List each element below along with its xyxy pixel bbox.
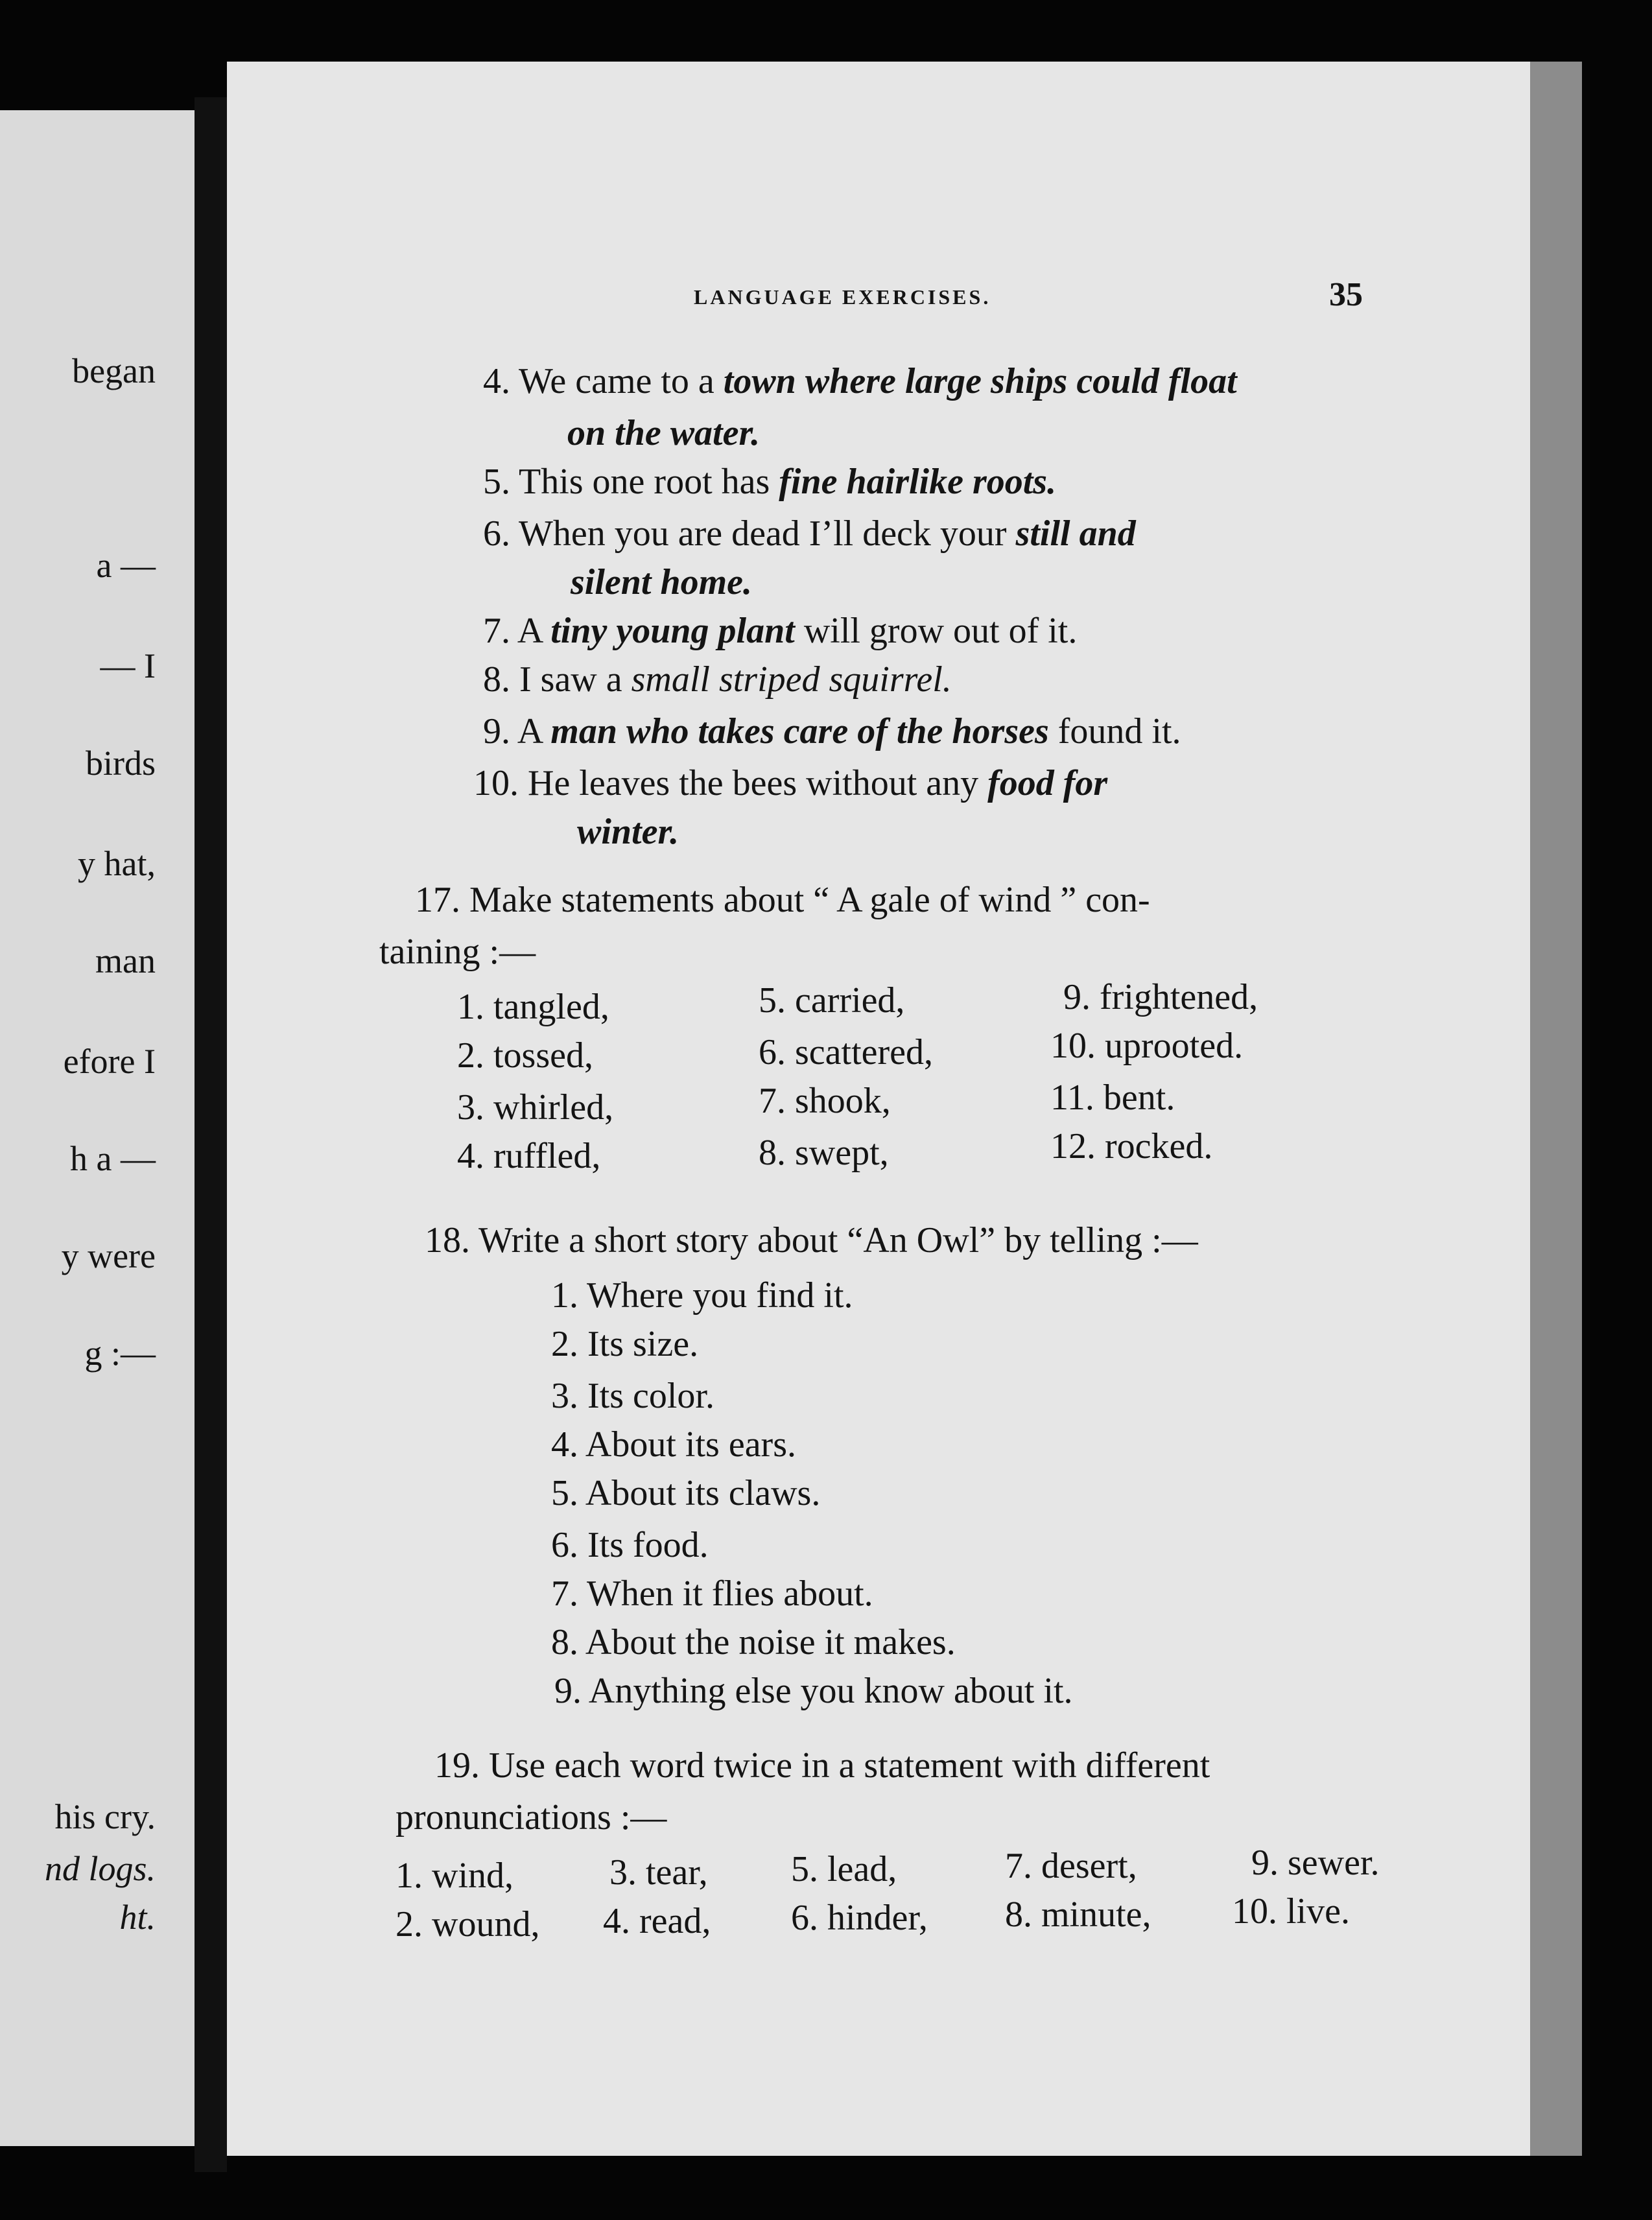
- page-edge: [1530, 62, 1582, 2156]
- word-item: 8. minute,: [1005, 1895, 1151, 1935]
- left-page-fragment: h a —: [70, 1139, 156, 1178]
- word-item: 1. tangled,: [457, 987, 609, 1027]
- list-item: 7. A tiny young plant will grow out of it.: [483, 611, 1078, 651]
- list-item: 9. A man who takes care of the horses found it.: [483, 711, 1181, 751]
- book-page: [227, 62, 1530, 2156]
- word-item: 5. carried,: [759, 980, 905, 1021]
- left-page-fragment: nd logs.: [44, 1849, 156, 1888]
- facing-left-page: [0, 110, 195, 2146]
- word-item: 7. desert,: [1005, 1846, 1137, 1886]
- book-gutter: [195, 97, 227, 2172]
- list-item: 8. About the noise it makes.: [551, 1622, 956, 1662]
- left-page-fragment: man: [95, 941, 156, 980]
- exercise-17-prompt: 17. Make statements about “ A gale of wind ” con-: [415, 880, 1150, 920]
- list-item: 1. Where you find it.: [551, 1275, 853, 1316]
- list-item: 2. Its size.: [551, 1324, 699, 1364]
- list-item: 8. I saw a small striped squirrel.: [483, 659, 952, 700]
- list-item: 5. About its claws.: [551, 1473, 821, 1513]
- page-number: 35: [1329, 276, 1363, 313]
- word-item: 6. scattered,: [759, 1032, 933, 1072]
- left-page-fragment: began: [72, 351, 156, 390]
- word-item: 7. shook,: [759, 1081, 891, 1121]
- left-page-fragment: y hat,: [78, 844, 156, 883]
- list-item: 4. We came to a town where large ships could float: [483, 361, 1237, 401]
- exercise-18-prompt: 18. Write a short story about “An Owl” by telling :—: [425, 1220, 1198, 1260]
- list-item: 5. This one root has fine hairlike roots.: [483, 462, 1057, 502]
- word-item: 2. wound,: [395, 1904, 540, 1944]
- list-item: 6. Its food.: [551, 1525, 709, 1565]
- running-header: LANGUAGE EXERCISES.: [694, 285, 991, 309]
- word-item: 3. whirled,: [457, 1087, 614, 1128]
- left-page-fragment: birds: [86, 744, 156, 783]
- word-item: 9. frightened,: [1063, 977, 1258, 1017]
- left-page-fragment: his cry.: [54, 1797, 156, 1836]
- list-item-continuation: on the water.: [567, 413, 761, 453]
- list-item-continuation: winter.: [577, 812, 679, 852]
- word-item: 3. tear,: [609, 1852, 708, 1893]
- word-item: 11. bent.: [1050, 1078, 1175, 1118]
- list-item: 4. About its ears.: [551, 1424, 796, 1465]
- word-item: 1. wind,: [395, 1856, 513, 1896]
- list-item: 9. Anything else you know about it.: [554, 1671, 1073, 1711]
- word-item: 9. sewer.: [1251, 1843, 1380, 1883]
- list-item: 10. He leaves the bees without any food for: [473, 763, 1108, 803]
- left-page-fragment: y were: [61, 1236, 156, 1275]
- list-item: 7. When it flies about.: [551, 1574, 873, 1614]
- list-item: 3. Its color.: [551, 1376, 714, 1416]
- word-item: 12. rocked.: [1050, 1126, 1213, 1166]
- word-item: 10. uprooted.: [1050, 1026, 1244, 1066]
- exercise-19-prompt: 19. Use each word twice in a statement with different: [434, 1745, 1210, 1786]
- left-page-fragment: — I: [100, 646, 156, 685]
- left-page-fragment: efore I: [63, 1042, 156, 1081]
- word-item: 6. hinder,: [791, 1898, 928, 1938]
- word-item: 2. tossed,: [457, 1035, 593, 1076]
- word-item: 4. read,: [603, 1901, 711, 1941]
- left-page-fragment: g :—: [84, 1334, 156, 1373]
- left-page-fragment: ht.: [119, 1898, 156, 1937]
- word-item: 4. ruffled,: [457, 1136, 601, 1176]
- word-item: 10. live.: [1232, 1891, 1350, 1931]
- exercise-17-prompt-cont: taining :—: [379, 932, 536, 972]
- list-item-continuation: silent home.: [571, 562, 753, 602]
- word-item: 5. lead,: [791, 1849, 897, 1889]
- word-item: 8. swept,: [759, 1133, 889, 1173]
- left-page-fragment: a —: [96, 546, 156, 585]
- list-item: 6. When you are dead I’ll deck your still and: [483, 514, 1136, 554]
- exercise-19-prompt-cont: pronunciations :—: [395, 1797, 667, 1837]
